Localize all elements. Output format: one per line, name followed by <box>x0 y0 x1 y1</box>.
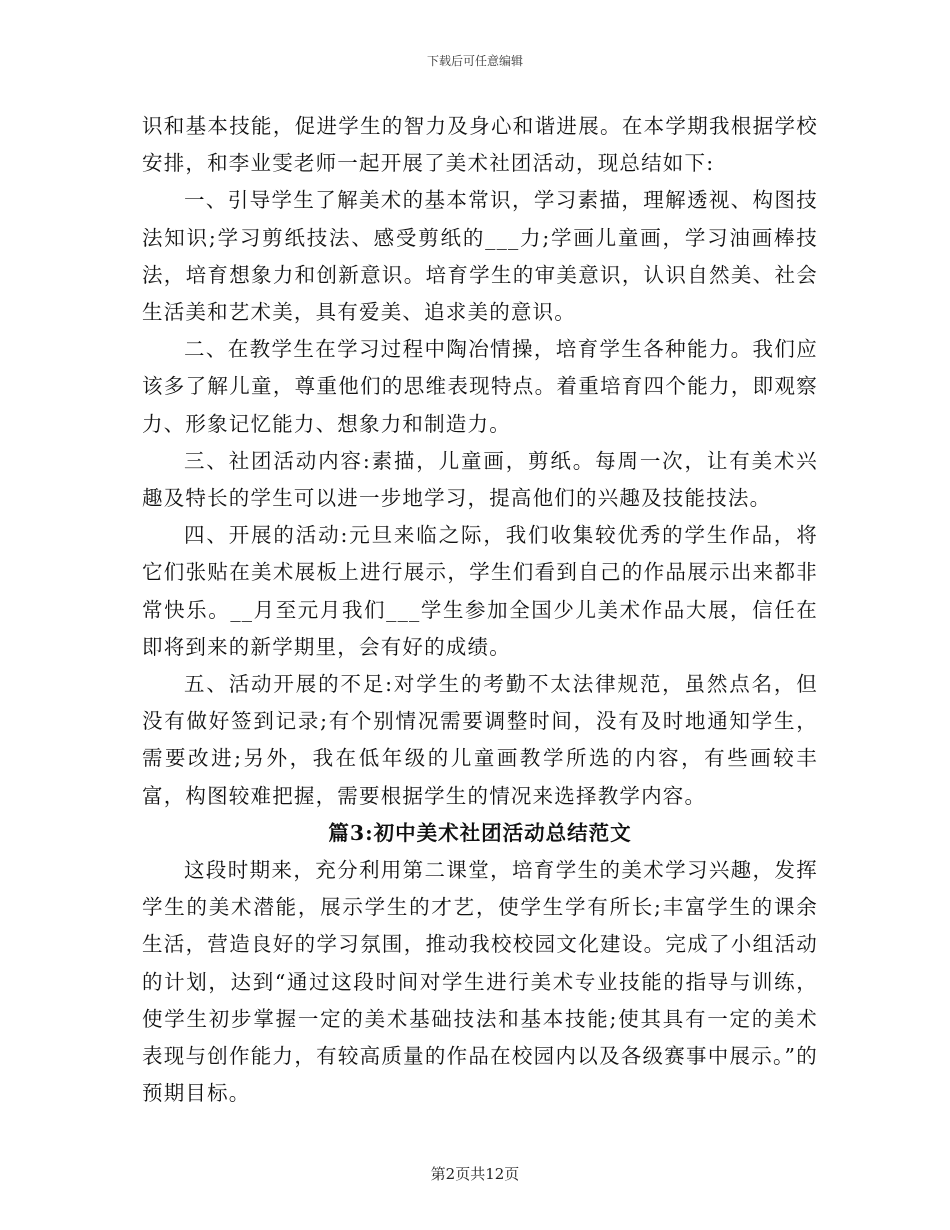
point-paragraph-1: 一、引导学生了解美术的基本常识，学习素描，理解透视、构图技法知识;学习剪纸技法、感受剪纸的___力;学画儿童画，学习油画棒技法，培育想象力和创新意识。培育学生的审美意识，认识自然美、社会生活美和艺术美，具有爱美、追求美的意识。 <box>142 188 818 325</box>
header-note: 下载后可任意编辑 <box>426 54 523 68</box>
point-paragraph-4: 四、开展的活动:元旦来临之际，我们收集较优秀的学生作品，将它们张贴在美术展板上进行展示，学生们看到自己的作品展示出来都非常快乐。__月至元月我们___学生参加全国少儿美术作品大展，信任在即将到来的新学期里，会有好的成绩。 <box>142 523 818 659</box>
section-title: 篇3:初中美术社团活动总结范文 <box>328 820 632 845</box>
opening-paragraph: 识和基本技能，促进学生的智力及身心和谐进展。在本学期我根据学校安排，和李业雯老师一起开展了美术社团活动，现总结如下: <box>142 114 818 176</box>
point-paragraph-2: 二、在教学生在学习过程中陶冶情操，培育学生各种能力。我们应该多了解儿童，尊重他们的思维表现特点。着重培育四个能力，即观察力、形象记忆能力、想象力和制造力。 <box>142 337 818 436</box>
point-paragraph-5: 五、活动开展的不足:对学生的考勤不太法律规范，虽然点名，但没有做好签到记录;有个别情况需要调整时间，没有及时地通知学生，需要改进;另外，我在低年级的儿童画教学所选的内容，有些画较丰富，构图较难把握，需要根据学生的情况来选择教学内容。 <box>142 672 818 808</box>
document-body <box>142 108 818 1112</box>
point-paragraph-3: 三、社团活动内容:素描，儿童画，剪纸。每周一次，让有美术兴趣及特长的学生可以进一步地学习，提高他们的兴趣及技能技法。 <box>142 448 818 511</box>
page-footer: 第2页共12页 <box>430 1165 520 1183</box>
section-paragraph: 这段时期来，充分利用第二课堂，培育学生的美术学习兴趣，发挥学生的美术潜能，展示学生的才艺，使学生学有所长;丰富学生的课余生活，营造良好的学习氛围，推动我校校园文化建设。完成了小组活动的计划，达到“通过这段时间对学生进行美术专业技能的指导与训练，使学生初步掌握一定的美术基础技法和基本技能;使其具有一定的美术表现与创作能力，有较高质量的作品在校园内以及各级赛事中展示。”的预期目标。 <box>142 858 818 1106</box>
